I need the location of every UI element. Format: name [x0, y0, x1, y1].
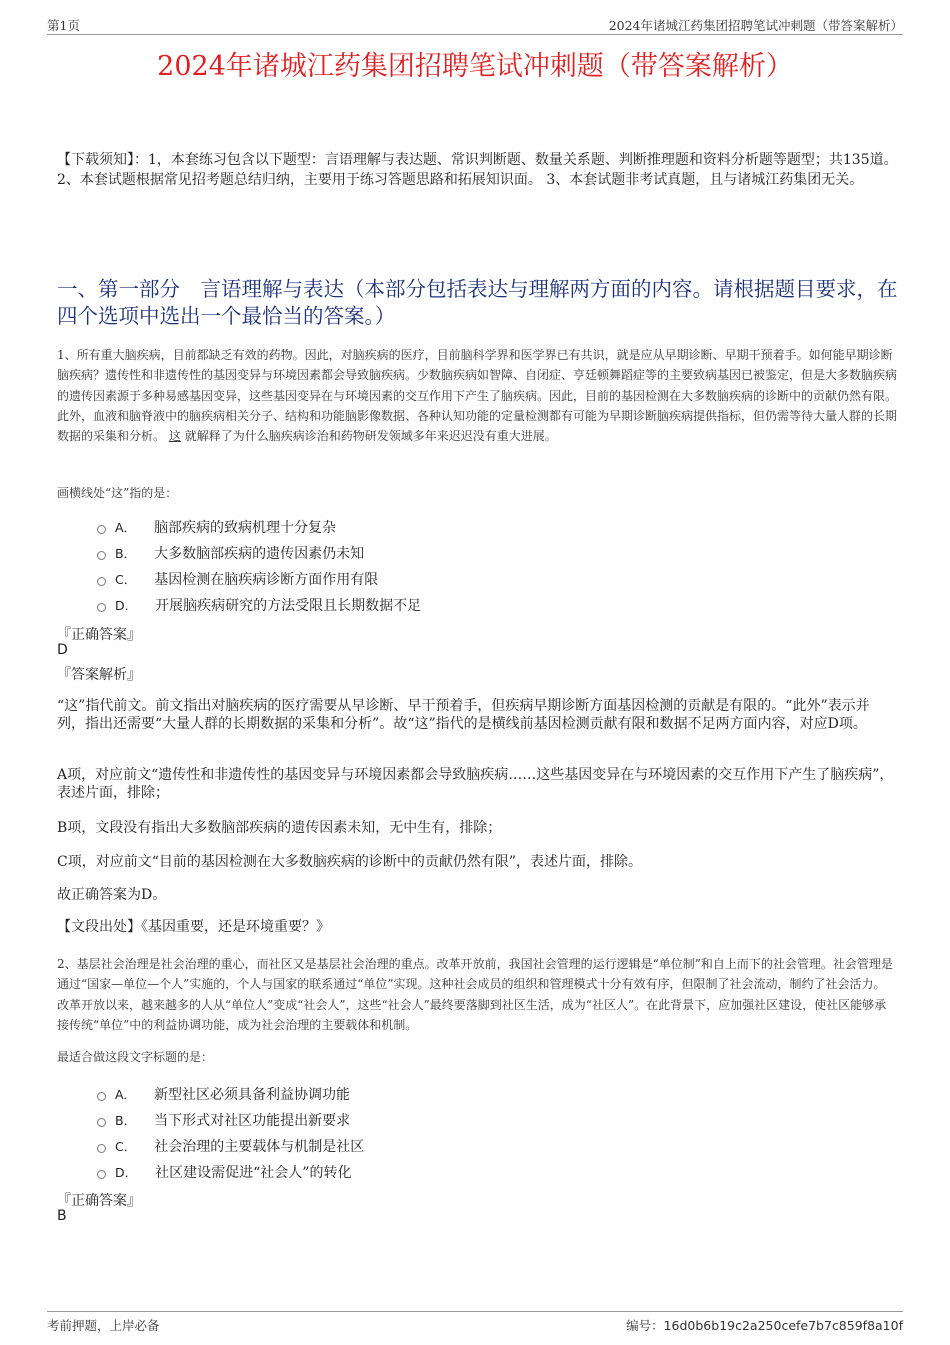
question-2-stem: 2、基层社会治理是社会治理的重心，而社区又是基层社会治理的重点。改革开放前，我国社会管理的运行逻辑是“单位制”和自上而下的社会管理。社会管理是通过“国家—单位—个人”实施的，个人与国家的联系通过“单位”实现。这种社会成员的组织和管理模式十分有效有序，但限制了社会流动，制约了社会活力。改革开放以来，越来越多的人从“单位人”变成“社会人”，这些“社会人”最终要落脚到社区生活，成为“社区人”。在此背景下，应加强社区建设，使社区能够承接传统“单位”中的利益协调功能，成为社会治理的主要载体和机制。 [57, 957, 893, 1032]
radio-icon[interactable] [97, 1144, 106, 1153]
download-notice: 【下载须知】：1，本套练习包含以下题型：言语理解与表达题、常识判断题、数量关系题、判断推理题和资料分析题等题型；共135道。 2、本套试题根据常见招考题总结归纳，主要用于练习答题思路和拓展知识面。 3、本套试题非考试真题，且与诸城江药集团无关。 [57, 152, 898, 188]
radio-icon[interactable] [97, 1092, 106, 1101]
radio-icon[interactable] [97, 525, 106, 534]
radio-icon[interactable] [97, 603, 106, 612]
q2-answer: B [57, 1208, 67, 1224]
question-1-prompt: 画横线处“这”指的是： [57, 486, 178, 500]
q1-analysis-a: A项，对应前文“遗传性和非遗传性的基因变异与环境因素都会导致脑疾病……这些基因变异在与环境因素的交互作用下产生了脑疾病”，表述片面，排除； [57, 767, 894, 801]
question-1-stem: 1、所有重大脑疾病，目前都缺乏有效的药物。因此，对脑疾病的医疗，目前脑科学界和医学界已有共识，就是应从早期诊断、早期干预着手。如何能早期诊断脑疾病？遗传性和非遗传性的基因变异与环境因素都会导致脑疾病。少数脑疾病如智障、自闭症、亨廷顿舞蹈症等的主要致病基因已被鉴定，但是大多数脑疾病的遗传因素源于多种易感基因变异，这些基因变异在与环境因素的交互作用下产生了脑疾病。因此，目前的基因检测在大多数脑疾病的诊断中的贡献仍然有限。此外，血液和脑脊液中的脑疾病相关分子、结构和功能脑影像数据、各种认知功能的定量检测都有可能为早期诊断脑疾病提供指标，但仍需等待大量人群的长期数据的采集和分析。 这 就解释了为什么脑疾病诊治和药物研发领域多年来迟迟没有重大进展。 [57, 348, 898, 444]
q1-analysis-c: C项，对应前文“目前的基因检测在大多数脑疾病的诊断中的贡献仍然有限”，表述片面，排除。 [57, 854, 643, 870]
q1-analysis-b: B项，文段没有指出大多数脑部疾病的遗传因素未知，无中生有，排除； [57, 820, 502, 836]
q1-answer: D [57, 642, 68, 658]
q2-option-a[interactable]: A． 新型社区必须具备利益协调功能 [97, 1084, 350, 1104]
q1-analysis-main: “这”指代前文。前文指出对脑疾病的医疗需要从早诊断、早干预着手，但疾病早期诊断方面基因检测的贡献是有限的。“此外”表示并列，指出还需要“大量人群的长期数据的采集和分析”。故“这”指代的是横线前基因检测贡献有限和数据不足两方面内容，对应D项。 [57, 698, 870, 732]
q1-option-c[interactable]: C． 基因检测在脑疾病诊断方面作用有限 [97, 569, 378, 589]
page-header [47, 14, 903, 35]
radio-icon[interactable] [97, 577, 106, 586]
page-footer [47, 1311, 903, 1338]
radio-icon[interactable] [97, 1118, 106, 1127]
footer-code: 编号：16d0b6b19c2a250cefe7b7c859f8a10f [626, 1318, 903, 1333]
underlined-word: 这 [168, 429, 181, 444]
q1-option-b[interactable]: B． 大多数脑部疾病的遗传因素仍未知 [97, 543, 364, 563]
page-title: 2024年诸城江药集团招聘笔试冲刺题（带答案解析） [157, 51, 793, 82]
q1-option-a[interactable]: A． 脑部疾病的致病机理十分复杂 [97, 517, 336, 537]
q1-analysis-conclusion: 故正确答案为D。 [57, 887, 167, 903]
q2-option-c[interactable]: C． 社会治理的主要载体与机制是社区 [97, 1136, 364, 1156]
q1-source: 【文段出处】《基因重要，还是环境重要？》 [57, 919, 330, 935]
footer-slogan: 考前押题，上岸必备 [47, 1318, 160, 1333]
radio-icon[interactable] [97, 551, 106, 560]
q1-analysis-label: 『答案解析』 [57, 667, 141, 683]
page-number: 第1页 [47, 18, 80, 33]
q1-answer-label: 『正确答案』 [57, 627, 141, 643]
question-2-prompt: 最适合做这段文字标题的是： [57, 1050, 214, 1064]
section-title: 一、第一部分 言语理解与表达（本部分包括表达与理解两方面的内容。请根据题目要求，在四个选项中选出一个最恰当的答案。） [57, 277, 898, 328]
q1-option-d[interactable]: D． 开展脑疾病研究的方法受限且长期数据不足 [97, 595, 421, 615]
header-doc-title: 2024年诸城江药集团招聘笔试冲刺题（带答案解析） [608, 18, 903, 33]
q2-answer-label: 『正确答案』 [57, 1193, 141, 1209]
radio-icon[interactable] [97, 1170, 106, 1179]
q2-option-d[interactable]: D． 社区建设需促进“社会人”的转化 [97, 1162, 351, 1182]
q2-option-b[interactable]: B． 当下形式对社区功能提出新要求 [97, 1110, 350, 1130]
